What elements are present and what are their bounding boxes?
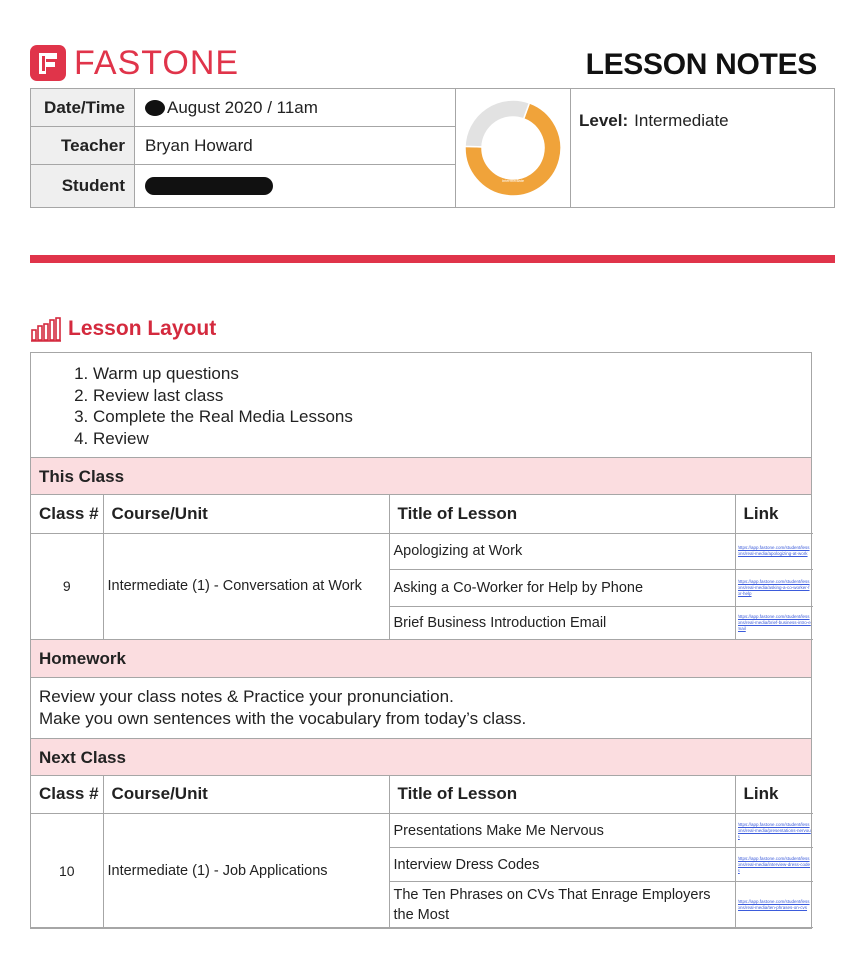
layout-item: 2. Review last class xyxy=(93,385,811,407)
lesson-link[interactable]: https://app.fastone.com/student/lessons/real-media/ten-phrases-on-cvs xyxy=(737,898,810,910)
lesson-layout-list xyxy=(31,353,811,457)
col-course: Course/Unit xyxy=(103,495,389,533)
lesson-title: The Ten Phrases on CVs That Enrage Employers the Most xyxy=(389,882,735,928)
document-title: LESSON NOTES xyxy=(585,48,817,81)
this-class-table xyxy=(31,495,813,640)
date-value-cell xyxy=(135,89,455,126)
brand-mark-icon xyxy=(30,45,66,81)
layout-item: 3. Complete the Real Media Lessons xyxy=(93,406,811,428)
teacher-label: Teacher xyxy=(31,127,135,164)
lesson-notes-body xyxy=(30,352,812,929)
homework-line: Review your class notes & Practice your pronunciation. xyxy=(39,686,454,706)
table-row xyxy=(31,533,813,569)
student-label: Student xyxy=(31,165,135,207)
lesson-link[interactable]: https://app.fastone.com/student/lessons/real-media/brief-business-intro-email xyxy=(737,613,811,631)
table-header-row xyxy=(31,776,813,814)
header-info-table xyxy=(30,88,835,208)
col-class-num: Class # xyxy=(31,776,103,814)
teacher-row xyxy=(31,127,455,165)
next-class-heading: Next Class xyxy=(31,738,811,776)
homework-line: Make you own sentences with the vocabulary from today’s class. xyxy=(39,708,527,728)
donut-center-label: Intermediate xyxy=(501,178,525,183)
course-unit: Intermediate (1) - Job Applications xyxy=(103,814,389,928)
table-row xyxy=(31,814,813,848)
level-cell xyxy=(571,89,834,207)
class-number: 10 xyxy=(31,814,103,928)
donut-segment xyxy=(465,100,529,147)
class-number: 9 xyxy=(31,533,103,639)
redaction-mark xyxy=(145,100,165,116)
course-unit: Intermediate (1) - Conversation at Work xyxy=(103,533,389,639)
homework-heading: Homework xyxy=(31,640,811,678)
brand-logo xyxy=(30,44,239,82)
lesson-title: Apologizing at Work xyxy=(389,533,735,569)
student-value-cell xyxy=(135,165,455,207)
level-donut-chart xyxy=(461,96,565,200)
layout-item: 1. Warm up questions xyxy=(93,363,811,385)
next-class-table xyxy=(31,776,813,929)
student-redaction xyxy=(145,177,273,195)
col-course: Course/Unit xyxy=(103,776,389,814)
lesson-link[interactable]: https://app.fastone.com/student/lessons/real-media/apologizing-at-work xyxy=(737,545,810,556)
homework-body xyxy=(31,678,811,738)
level-chart-cell xyxy=(456,89,571,207)
header-info-fields xyxy=(31,89,456,207)
lesson-layout-heading xyxy=(30,316,216,342)
col-link: Link xyxy=(735,776,813,814)
this-class-heading: This Class xyxy=(31,457,811,495)
col-class-num: Class # xyxy=(31,495,103,533)
lesson-layout-title: Lesson Layout xyxy=(68,317,217,340)
table-header-row xyxy=(31,495,813,533)
student-row xyxy=(31,165,455,207)
lesson-title: Brief Business Introduction Email xyxy=(389,606,735,639)
date-row xyxy=(31,89,455,127)
col-link: Link xyxy=(735,495,813,533)
date-value: August 2020 / 11am xyxy=(167,97,318,117)
lesson-link[interactable]: https://app.fastone.com/student/lessons/real-media/presentations-nervous xyxy=(737,821,811,839)
section-divider xyxy=(30,255,835,263)
teacher-value: Bryan Howard xyxy=(145,135,253,155)
lesson-title: Interview Dress Codes xyxy=(389,848,735,882)
lesson-link[interactable]: https://app.fastone.com/student/lessons/real-media/asking-a-co-worker-for-help xyxy=(737,578,810,596)
layout-item: 4. Review xyxy=(93,428,811,450)
level-value: Intermediate xyxy=(634,111,729,130)
brand-name: FASTONE xyxy=(74,44,240,82)
lesson-title: Asking a Co-Worker for Help by Phone xyxy=(389,569,735,606)
col-title: Title of Lesson xyxy=(389,495,735,533)
col-title: Title of Lesson xyxy=(389,776,735,814)
date-label: Date/Time xyxy=(31,89,135,126)
lesson-title: Presentations Make Me Nervous xyxy=(389,814,735,848)
lesson-link[interactable]: https://app.fastone.com/student/lessons/real-media/interview-dress-codes xyxy=(737,855,811,873)
level-label: Level: xyxy=(579,111,629,130)
bar-chart-icon xyxy=(30,316,62,342)
